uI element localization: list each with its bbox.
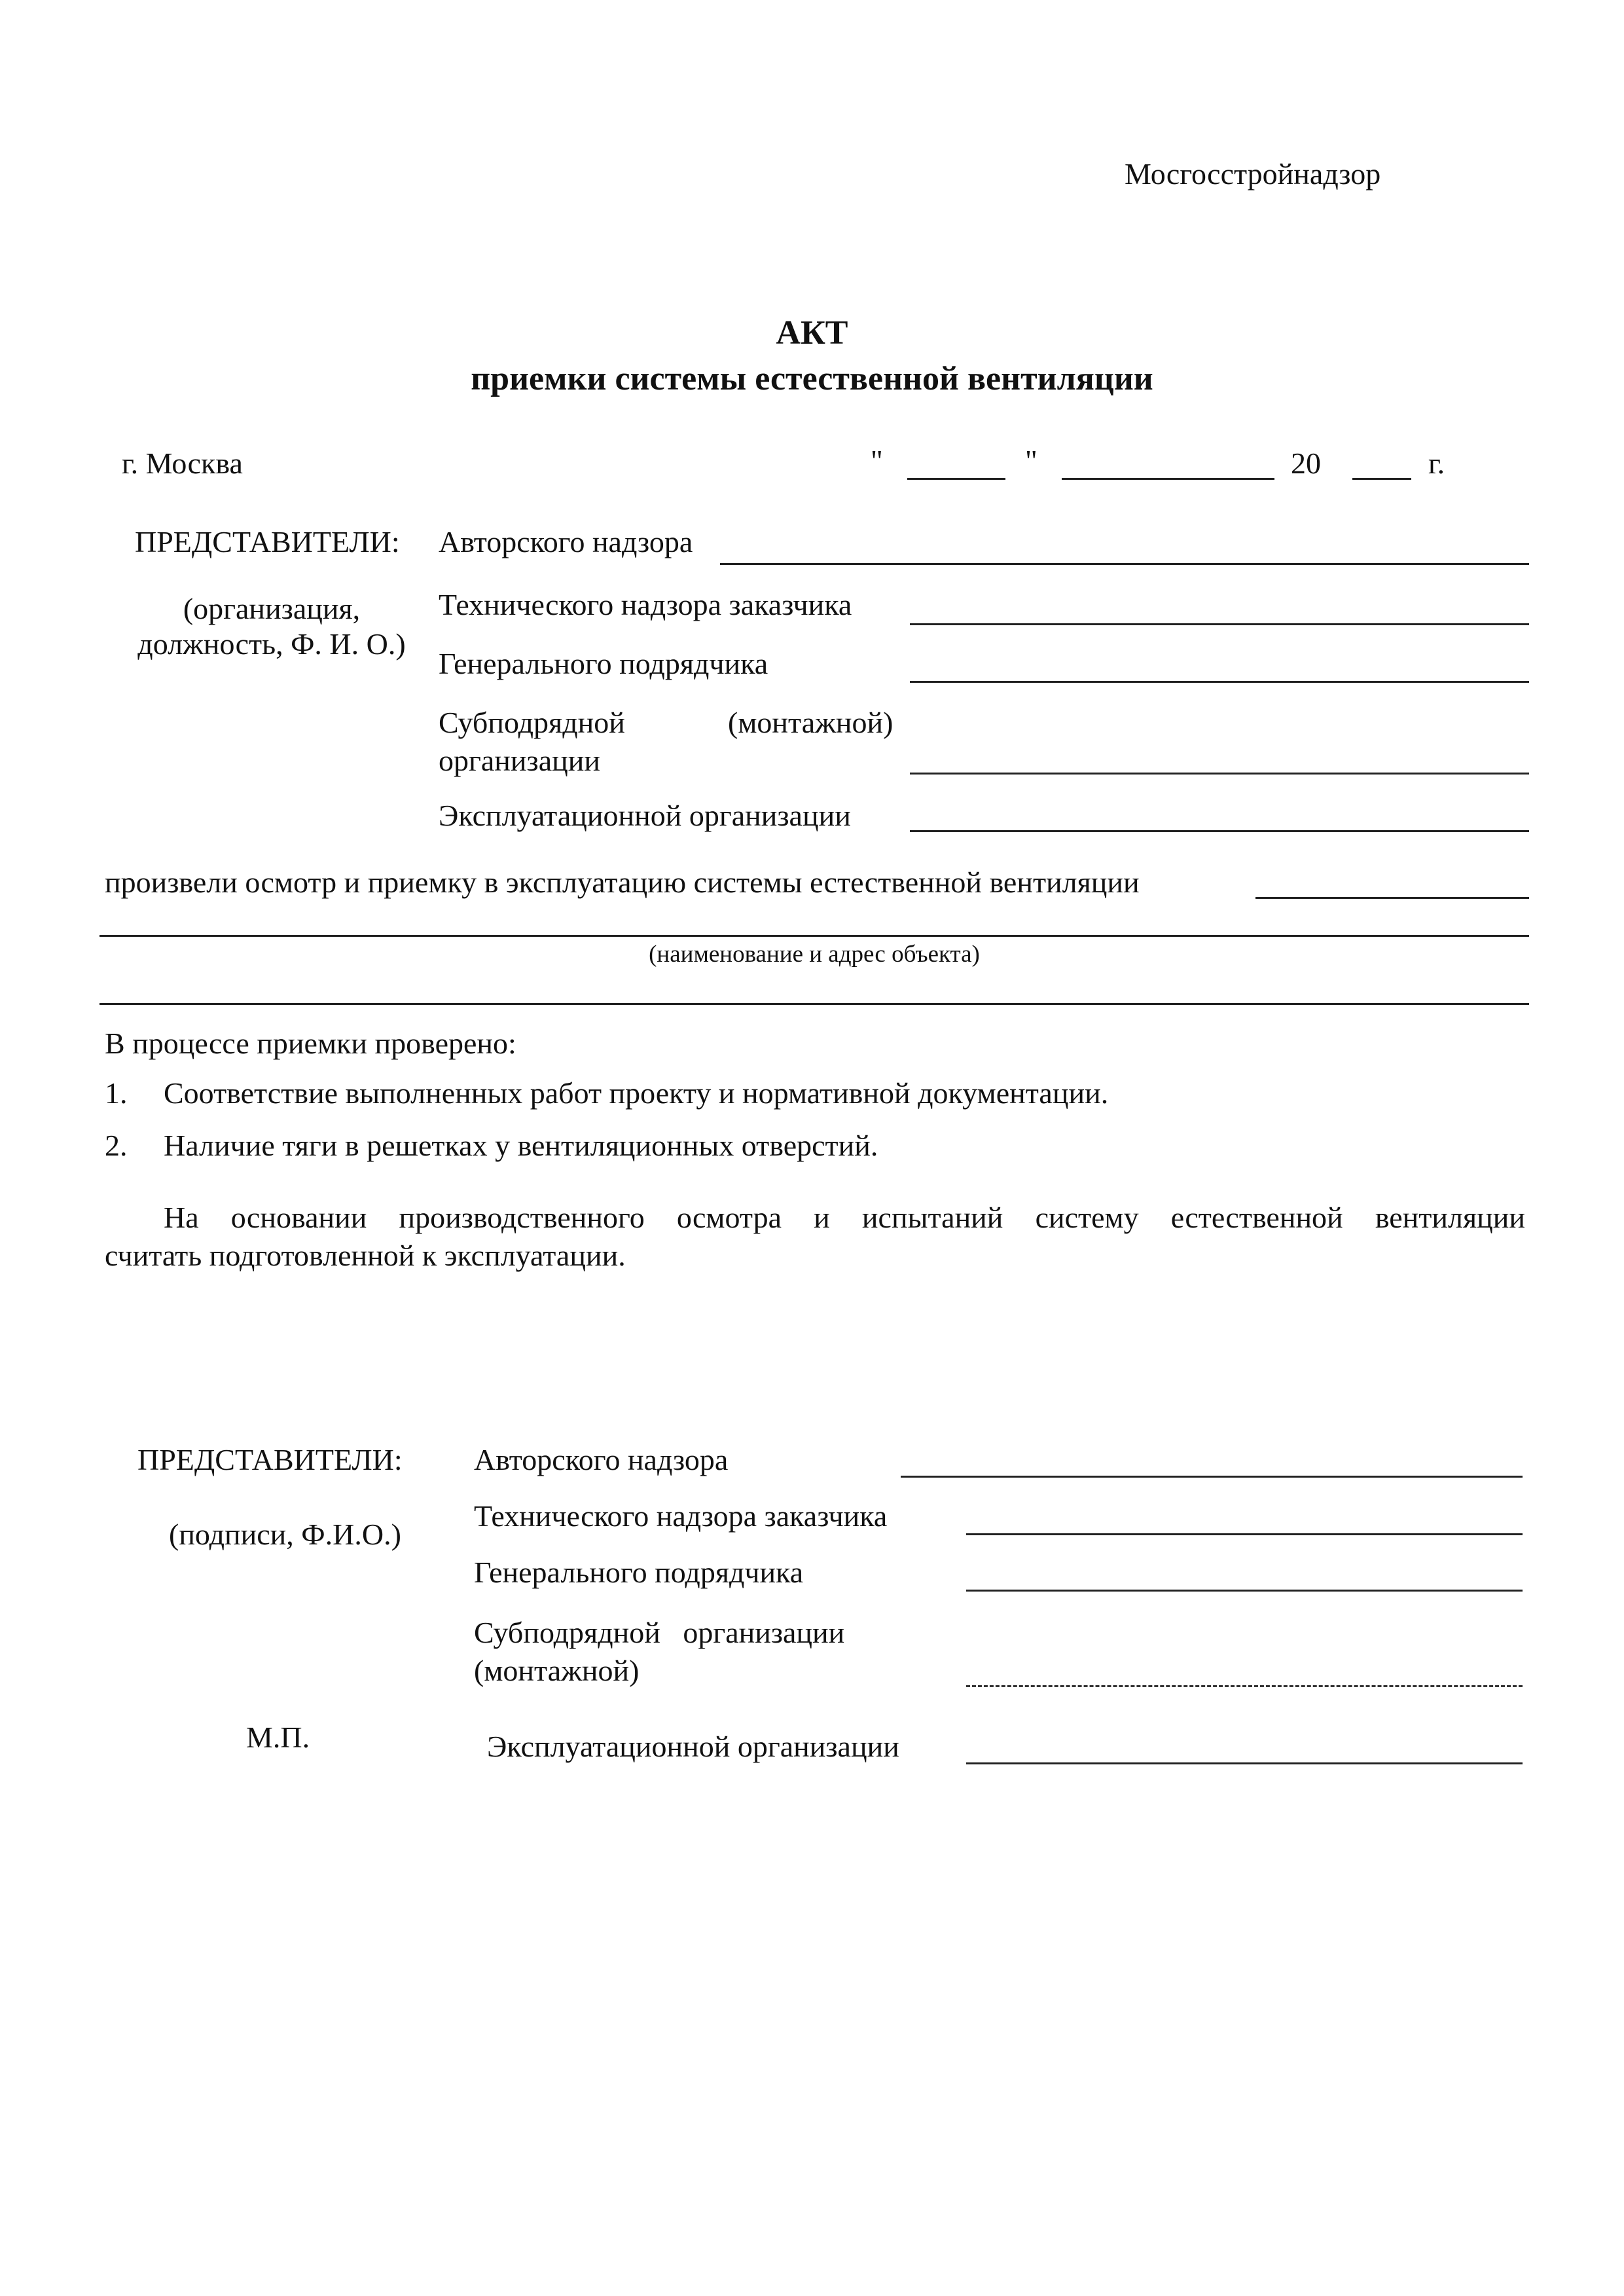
checks-intro: В процессе приемки проверено: [105, 1027, 516, 1060]
date-year-suffix: г. [1428, 446, 1445, 480]
date-year-field[interactable] [1352, 478, 1411, 480]
role-subcontractor-word1: Субподрядной [439, 706, 625, 739]
field-technical-supervision[interactable] [910, 623, 1529, 625]
role-author-supervision: Авторского надзора [439, 525, 693, 558]
role-subcontractor-word2: (монтажной) [728, 706, 893, 739]
signatures-note: (подписи, Ф.И.О.) [169, 1518, 401, 1551]
role-general-contractor: Генерального подрядчика [439, 647, 768, 680]
field-author-supervision[interactable] [720, 563, 1529, 565]
conclusion-line1: На основании производственного осмотра и испытаний систему естественной вентиляции [164, 1201, 1525, 1234]
check-1-number: 1. [105, 1076, 128, 1110]
sign-field-author-supervision[interactable] [901, 1476, 1523, 1478]
sign-role-author-supervision: Авторского надзора [474, 1443, 729, 1476]
sign-field-general-contractor[interactable] [966, 1590, 1523, 1592]
sign-role-technical-supervision: Технического надзора заказчика [474, 1499, 888, 1533]
role-subcontractor-word3: организации [439, 744, 600, 777]
inspection-statement: произвели осмотр и приемку в эксплуатацию системы естественной вентиляции [105, 866, 1140, 899]
date-year-prefix: 20 [1291, 446, 1321, 480]
document-subtitle: приемки системы естественной вентиляции [471, 360, 1153, 397]
sign-role-general-contractor: Генерального подрядчика [474, 1556, 804, 1589]
date-day-field[interactable] [907, 478, 1005, 480]
field-object-line2[interactable] [99, 1003, 1529, 1005]
field-system-name[interactable] [1255, 897, 1529, 899]
check-2-text: Наличие тяги в решетках у вентиляционных отверстий. [164, 1129, 878, 1162]
date-quote-open: " [871, 444, 883, 477]
sign-field-subcontractor[interactable] [966, 1685, 1523, 1687]
sign-field-technical-supervision[interactable] [966, 1533, 1523, 1535]
role-operating-org: Эксплуатационной организации [439, 799, 851, 832]
field-general-contractor[interactable] [910, 681, 1529, 683]
sign-role-subcontractor: Субподрядной организации [474, 1616, 845, 1649]
field-object-line1[interactable] [99, 935, 1529, 937]
city: г. Москва [122, 446, 243, 480]
role-technical-supervision: Технического надзора заказчика [439, 588, 852, 621]
signatures-label: ПРЕДСТАВИТЕЛИ: [137, 1443, 403, 1476]
field-subcontractor[interactable] [910, 773, 1529, 774]
object-caption: (наименование и адрес объекта) [649, 941, 980, 968]
sign-role-operating-org: Эксплуатационной организации [487, 1730, 899, 1763]
conclusion-line2: считать подготовленной к эксплуатации. [105, 1239, 626, 1272]
stamp-place: М.П. [246, 1721, 310, 1754]
representatives-note-line1: (организация, [183, 592, 361, 625]
authority-name: Мосгосстройнадзор [1125, 157, 1381, 191]
field-operating-org[interactable] [910, 830, 1529, 832]
representatives-label: ПРЕДСТАВИТЕЛИ: [135, 525, 400, 558]
check-2-number: 2. [105, 1129, 128, 1162]
sign-field-operating-org[interactable] [966, 1762, 1523, 1764]
date-quote-close: " [1025, 444, 1038, 477]
representatives-note-line2: должность, Ф. И. О.) [137, 627, 406, 661]
check-1-text: Соответствие выполненных работ проекту и нормативной документации. [164, 1076, 1109, 1110]
sign-role-subcontractor-mounting: (монтажной) [474, 1654, 640, 1687]
date-month-field[interactable] [1062, 478, 1274, 480]
document-title: АКТ [776, 314, 848, 352]
